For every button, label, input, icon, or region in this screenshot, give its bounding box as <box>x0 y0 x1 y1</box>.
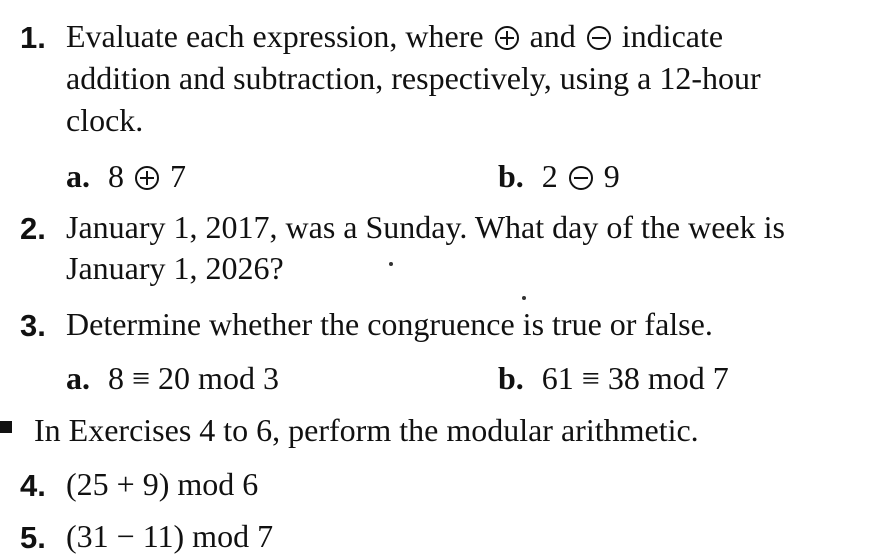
problem-1-text-mid: and <box>529 18 576 54</box>
problem-3-part-b <box>498 362 729 394</box>
circled-minus-icon <box>587 26 611 50</box>
problem-3-line-1: Determine whether the congruence is true or false. <box>66 306 713 342</box>
problem-2-line-2: January 1, 2026? <box>66 250 284 286</box>
problem-1-number: 1. <box>20 20 46 55</box>
part-a-label: a. <box>66 360 90 396</box>
part-a-label: a. <box>66 158 90 194</box>
problem-4-expression: (25 + 9) mod 6 <box>66 466 259 502</box>
part-b-label: b. <box>498 158 524 194</box>
part-b-label: b. <box>498 360 524 396</box>
part-b-right: 9 <box>603 158 620 194</box>
speck-dot <box>389 262 393 266</box>
problem-3-part-a <box>66 362 279 394</box>
section-note: In Exercises 4 to 6, perform the modular arithmetic. <box>34 412 699 448</box>
part-a-congruence: 8 ≡ 20 mod 3 <box>108 360 279 396</box>
section-bullet-icon <box>0 421 12 433</box>
problem-1-part-b <box>498 160 620 192</box>
problem-1-text-b: indicate <box>621 18 724 54</box>
part-b-congruence: 61 ≡ 38 mod 7 <box>541 360 729 396</box>
circled-minus-icon <box>569 166 593 190</box>
problem-1-text-a: Evaluate each expression, where <box>66 18 484 54</box>
problem-5-expression: (31 − 11) mod 7 <box>66 518 274 554</box>
problem-4-number: 4. <box>20 468 46 503</box>
circled-plus-icon <box>495 26 519 50</box>
part-a-right: 7 <box>170 158 186 194</box>
problem-1-line-1 <box>66 20 723 52</box>
problem-2-line-1: January 1, 2017, was a Sunday. What day of the week is <box>66 209 785 245</box>
problem-1-line-2: addition and subtraction, respectively, using a 12-hour <box>66 60 761 96</box>
problem-1-line-3: clock. <box>66 102 144 138</box>
speck-dot <box>522 296 526 300</box>
circled-plus-icon <box>135 166 159 190</box>
part-a-left: 8 <box>108 158 124 194</box>
problem-1-part-a <box>66 160 186 192</box>
problem-5-number: 5. <box>20 520 46 555</box>
problem-3-number: 3. <box>20 308 46 343</box>
part-b-left: 2 <box>541 158 558 194</box>
problem-2-number: 2. <box>20 211 46 246</box>
